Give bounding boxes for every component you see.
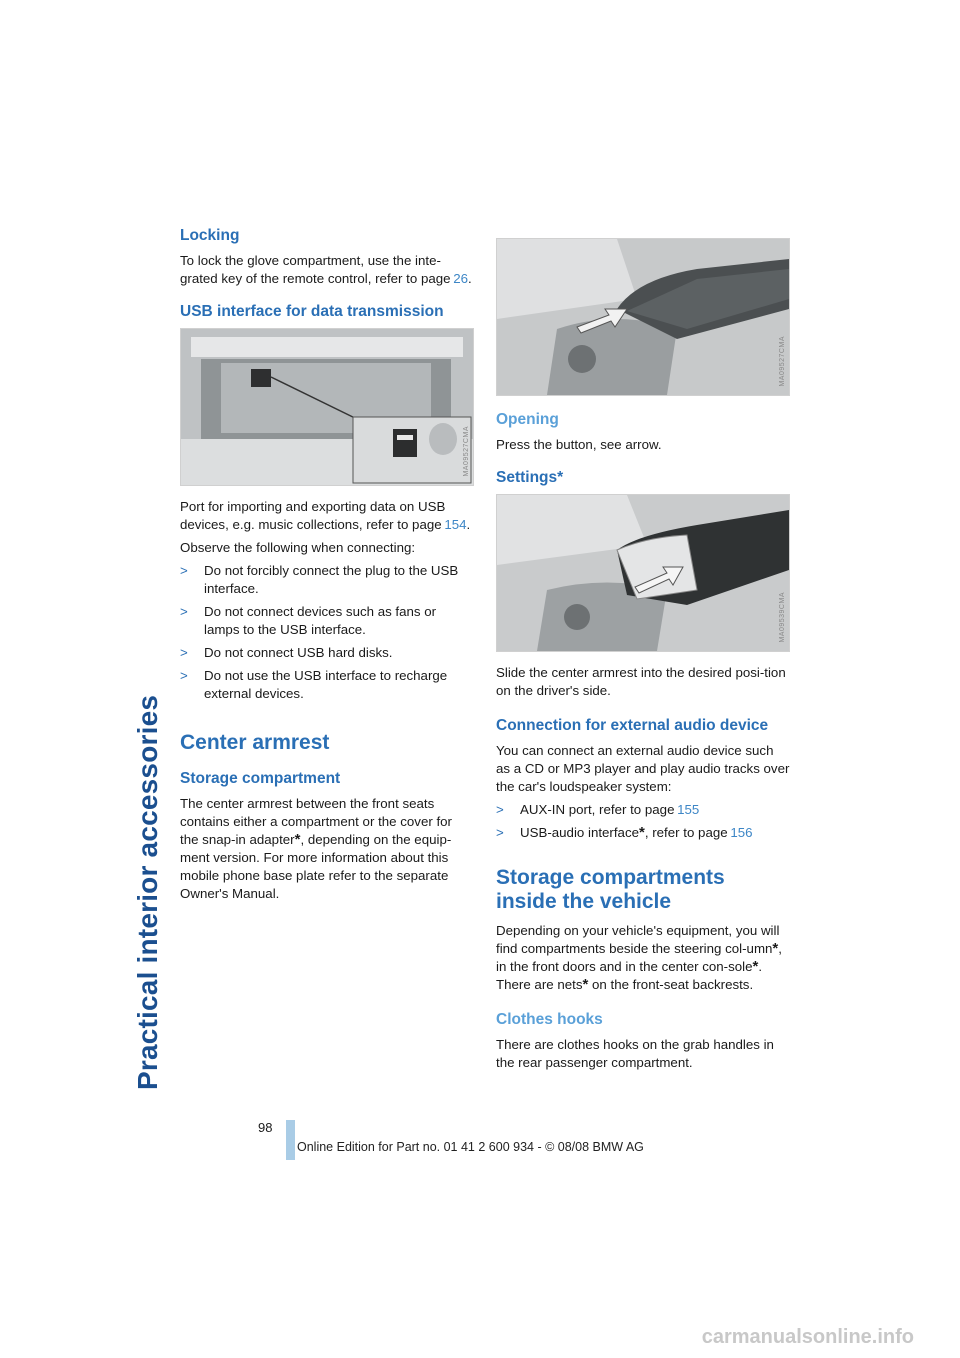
bullet-marker: > [180, 645, 188, 660]
armrest-settings-illustration [497, 495, 789, 651]
right-column [496, 238, 790, 1077]
list-item: > USB-audio interface*, refer to page 156 [496, 824, 753, 841]
settings-heading: Settings* [496, 469, 564, 486]
bullet-marker: > [496, 802, 504, 817]
side-title [132, 230, 162, 1090]
armrest-opening-image [496, 238, 790, 396]
bullet-marker: > [180, 668, 188, 683]
optional-star: * [639, 824, 645, 841]
storage-compartment-heading: Storage compartment [180, 770, 341, 787]
center-armrest-heading: Center armrest [180, 731, 330, 754]
bullet-marker: > [180, 563, 188, 578]
optional-star: * [752, 958, 759, 975]
storage-text: The center armrest between the front seats contains either a compartment or the cover for the snap-in adapter*, depending on the equip-ment version. For more information about this mobile phone base plate refer to the separate Owner's Manual. [180, 796, 452, 901]
left-column [180, 226, 472, 908]
usb-heading: USB interface for data transmission [180, 303, 444, 320]
optional-star: * [772, 940, 779, 957]
audio-bullet-list [496, 801, 790, 842]
audio-heading: Connection for external audio device [496, 717, 769, 734]
audio-text: You can connect an external audio device such as a CD or MP3 player and play audio tracks over the car's loudspeaker system: [496, 743, 790, 794]
locking-page-link[interactable]: 26 [453, 271, 468, 286]
optional-star: * [582, 976, 589, 993]
footer-accent-bar [286, 1120, 295, 1160]
locking-text: To lock the glove compartment, use the inte-grated key of the remote control, refer to page 26. [180, 253, 472, 286]
footer-edition-text: Online Edition for Part no. 01 41 2 600 934 - © 08/08 BMW AG [297, 1140, 644, 1154]
storage-compartments-heading: Storage compartments inside the vehicle [496, 866, 725, 913]
usb-interface-image [180, 328, 474, 486]
usb-page-link[interactable]: 154 [444, 517, 467, 532]
watermark: carmanualsonline.info [701, 1326, 914, 1348]
aux-in-page-link[interactable]: 155 [677, 802, 700, 817]
list-item: > Do not connect USB hard disks. [180, 645, 393, 660]
page-number: 98 [258, 1120, 273, 1135]
bullet-marker: > [496, 825, 504, 840]
locking-heading: Locking [180, 227, 240, 244]
bullet-marker: > [180, 604, 188, 619]
settings-image-code: MA09539CMA [779, 592, 786, 643]
clothes-hooks-heading: Clothes hooks [496, 1011, 603, 1028]
settings-text: Slide the center armrest into the desired posi-tion on the driver's side. [496, 665, 786, 698]
armrest-settings-image [496, 494, 790, 652]
usb-interface-illustration [181, 329, 473, 485]
observe-text: Observe the following when connecting: [180, 540, 416, 555]
opening-text: Press the button, see arrow. [496, 437, 662, 452]
storage-compartments-text: Depending on your vehicle's equipment, you will find compartments beside the steering col-umn*, in the front doors and in the center con-sole*. There are nets* on the front-seat backrests. [496, 923, 782, 993]
list-item: > Do not forcibly connect the plug to the USB interface. [180, 563, 459, 596]
usb-audio-page-link[interactable]: 156 [730, 825, 753, 840]
side-title-text: Practical interior accessories [132, 694, 163, 1090]
usb-bullet-list [180, 562, 472, 703]
usb-image-code: MA09527CMA [463, 426, 470, 477]
opening-heading: Opening [496, 411, 559, 428]
optional-star: * [294, 831, 301, 848]
list-item: > Do not use the USB interface to recharge external devices. [180, 668, 448, 701]
clothes-hooks-text: There are clothes hooks on the grab handles in the rear passenger compartment. [496, 1037, 774, 1070]
opening-image-code: MA09527CMA [779, 336, 786, 387]
list-item: > AUX-IN port, refer to page 155 [496, 802, 700, 817]
armrest-opening-illustration [497, 239, 789, 395]
list-item: > Do not connect devices such as fans or lamps to the USB interface. [180, 604, 437, 637]
usb-text: Port for importing and exporting data on USB devices, e.g. music collections, refer to page 154. [180, 499, 471, 532]
